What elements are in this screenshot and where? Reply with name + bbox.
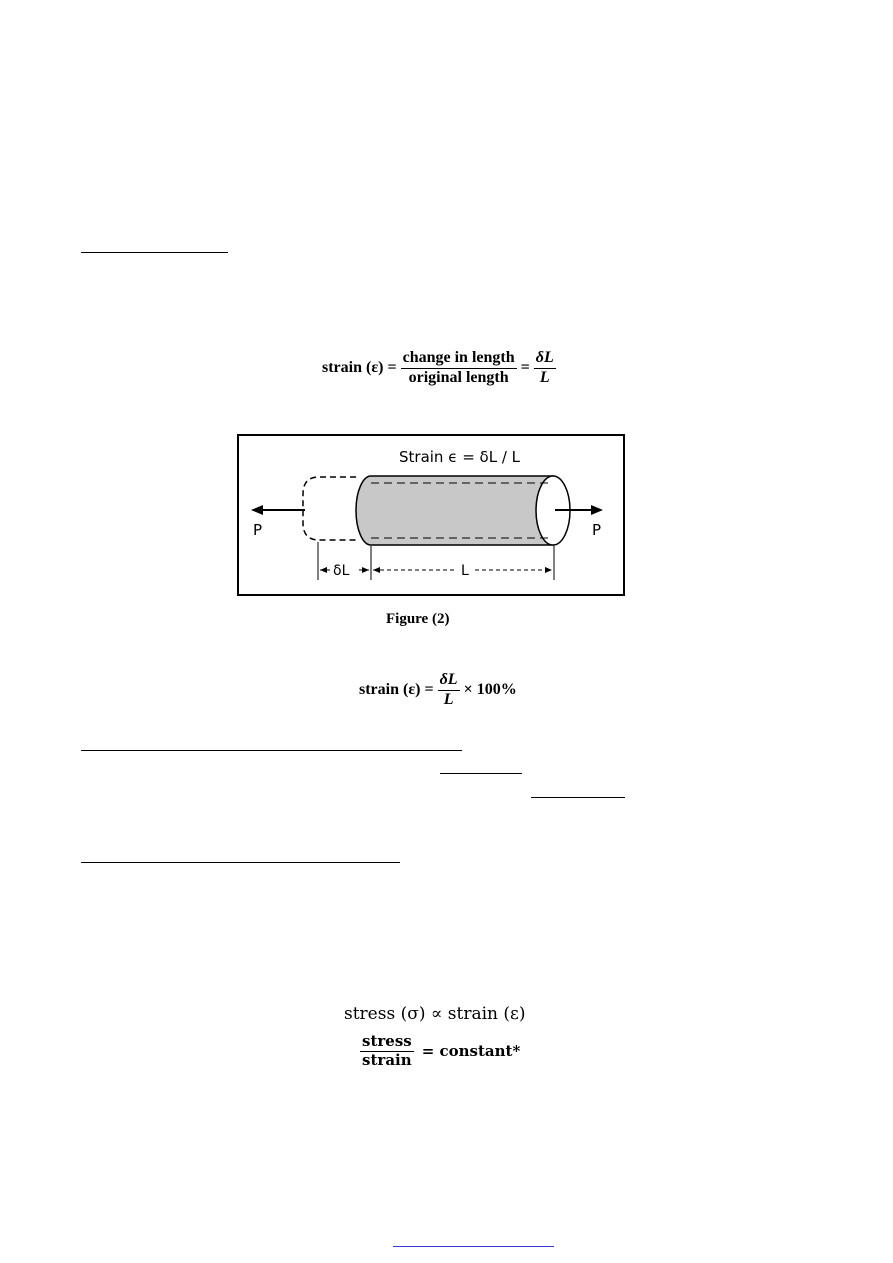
load-label-right: P: [592, 521, 602, 539]
strain-lhs: strain (ε) =: [359, 681, 434, 699]
strain-lhs: strain (ε) =: [322, 359, 397, 377]
fraction-denominator: L: [443, 690, 454, 708]
delta-l-over-l-fraction: [534, 350, 556, 387]
length-label: L: [461, 563, 469, 579]
hooke-proportionality-equation: stress (σ) ∝ strain (ε): [344, 1004, 526, 1024]
strain-figure: [237, 434, 625, 596]
fraction-numerator: δL: [534, 350, 556, 369]
stress-over-strain-fraction: [360, 1034, 414, 1069]
fraction-denominator: original length: [408, 368, 509, 386]
fraction-denominator: strain: [362, 1050, 412, 1069]
inline-underline-2: [531, 797, 625, 798]
load-label-left: P: [253, 521, 263, 539]
figure-title: Strain ϵ = δL / L: [399, 448, 521, 466]
heading-underline-3: [81, 862, 400, 863]
delta-l-over-l-fraction: [438, 672, 460, 709]
strain-percent-equation: [359, 672, 517, 709]
figure-caption: Figure (2): [386, 611, 450, 627]
heading-underline-1: [81, 252, 228, 253]
percent-suffix: × 100%: [463, 681, 517, 699]
heading-underline-2: [81, 750, 462, 751]
footer-link-underline[interactable]: [393, 1246, 554, 1247]
equals-sign: =: [520, 359, 530, 377]
fraction-numerator: stress: [362, 1032, 412, 1050]
length-ratio-fraction: [401, 350, 517, 387]
fraction-numerator: change in length: [401, 350, 517, 369]
strain-definition-equation: [322, 350, 560, 387]
fraction-denominator: L: [539, 368, 550, 386]
fraction-numerator: δL: [438, 672, 460, 691]
delta-l-label: δL: [333, 563, 350, 579]
inline-underline-1: [440, 773, 522, 774]
hooke-ratio-equation: [356, 1034, 520, 1069]
constant-rhs: = constant*: [421, 1042, 521, 1061]
